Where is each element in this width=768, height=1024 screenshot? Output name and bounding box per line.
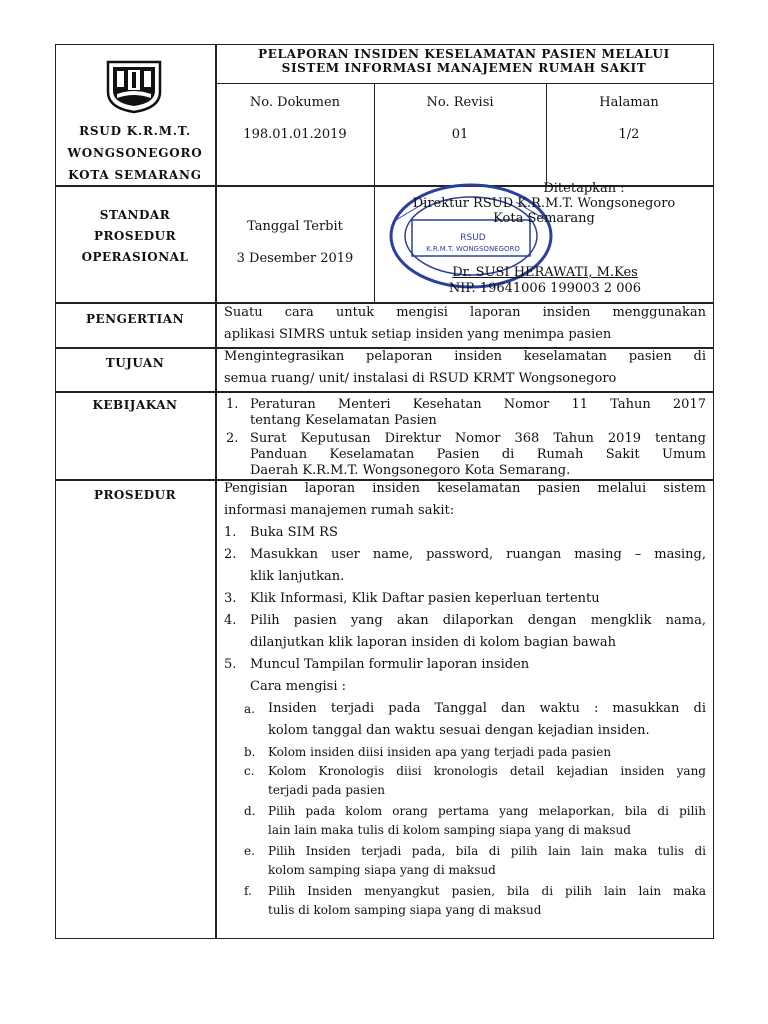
tujuan-text bbox=[224, 346, 706, 390]
divider bbox=[215, 83, 713, 84]
city-emblem-icon bbox=[102, 58, 166, 114]
hospital-name bbox=[56, 120, 214, 186]
list-text: Surat Keputusan Direktur Nomor 368 Tahun 2019 tentang bbox=[250, 431, 706, 446]
list-text: Muncul Tampilan formulir laporan insiden bbox=[250, 657, 530, 672]
approval-block bbox=[378, 181, 710, 226]
stamp-text bbox=[418, 233, 528, 255]
sub-list-text: kolom samping siapa yang di maksud bbox=[268, 863, 496, 877]
sub-list bbox=[224, 698, 706, 920]
list-item bbox=[224, 544, 706, 588]
sop-label-line3: OPERASIONAL bbox=[81, 250, 189, 264]
prosedur-label: PROSEDUR bbox=[93, 488, 177, 502]
sop-label-line2: PROSEDUR bbox=[93, 229, 177, 243]
sub-list-text: Kolom Kronologis diisi kronologis detail kejadian insiden yang bbox=[268, 764, 706, 778]
signatory bbox=[400, 265, 690, 297]
approval-line2: Direktur RSUD K.R.M.T. Wongsonegoro bbox=[412, 196, 676, 211]
sub-list-letter: c. bbox=[244, 764, 255, 778]
list-item bbox=[224, 654, 706, 676]
sub-list-text: Insiden terjadi pada Tanggal dan waktu : masukkan di bbox=[268, 701, 706, 716]
sop-label-line1: STANDAR bbox=[99, 208, 171, 222]
prosedur-body bbox=[224, 478, 706, 920]
document-title-line1: PELAPORAN INSIDEN KESELAMATAN PASIEN MELALUI bbox=[258, 47, 670, 61]
sub-list-letter: e. bbox=[244, 844, 255, 858]
sop-label bbox=[56, 205, 214, 268]
sub-list-text: Pilih pada kolom orang pertama yang melaporkan, bila di pilih bbox=[268, 804, 706, 818]
pengertian-text bbox=[224, 302, 706, 346]
stamp-text-line1: RSUD bbox=[460, 233, 486, 243]
list-number: 5. bbox=[224, 657, 237, 672]
list-number: 1. bbox=[224, 525, 237, 540]
list-number: 4. bbox=[224, 613, 237, 628]
issue-date-label: Tanggal Terbit bbox=[247, 219, 343, 234]
doc-number-cell bbox=[216, 92, 374, 146]
approval-line3: Kota Semarang bbox=[493, 211, 595, 226]
divider bbox=[374, 186, 375, 302]
sub-list-item bbox=[224, 742, 706, 762]
doc-number-label: No. Dokumen bbox=[249, 95, 341, 110]
list-item bbox=[226, 431, 706, 479]
sub-list-text: tulis di kolom samping siapa yang di maksud bbox=[268, 903, 542, 917]
list-text: klik lanjutkan. bbox=[250, 569, 345, 584]
list-text: Peraturan Menteri Kesehatan Nomor 11 Tahun 2017 bbox=[250, 397, 706, 412]
sub-list-text: terjadi pada pasien bbox=[268, 783, 386, 797]
list-text: Panduan Keselamatan Pasien di Rumah Sakit Umum bbox=[250, 447, 706, 462]
list-number: 2. bbox=[226, 431, 239, 446]
sub-list-item bbox=[224, 762, 706, 800]
pengertian-line1: Suatu cara untuk mengisi laporan insiden menggunakan bbox=[224, 305, 706, 320]
tujuan-line2: semua ruang/ unit/ instalasi di RSUD KRMT Wongsonegoro bbox=[224, 371, 617, 386]
list-text: Pilih pasien yang akan dilaporkan dengan mengklik nama, bbox=[250, 613, 706, 628]
doc-number-value: 198.01.01.2019 bbox=[243, 127, 347, 142]
hospital-name-line2: WONGSONEGORO bbox=[67, 146, 203, 160]
list-text: Masukkan user name, password, ruangan masing – masing, bbox=[250, 547, 706, 562]
sub-list-text: Kolom insiden diisi insiden apa yang terjadi pada pasien bbox=[268, 745, 612, 759]
list-item bbox=[224, 610, 706, 654]
list-text: dilanjutkan klik laporan insiden di kolom bagian bawah bbox=[250, 635, 617, 650]
sub-list-item bbox=[224, 802, 706, 840]
stamp-text-line2: K.R.M.T. WONGSONEGORO bbox=[426, 245, 520, 253]
divider bbox=[56, 391, 713, 393]
list-text: Daerah K.R.M.T. Wongsonegoro Kota Semarang. bbox=[250, 463, 571, 478]
divider bbox=[215, 45, 217, 938]
sub-list-letter: a. bbox=[244, 702, 255, 716]
prosedur-intro-line1: Pengisian laporan insiden keselamatan pasien melalui sistem bbox=[224, 481, 706, 496]
page-label: Halaman bbox=[599, 95, 659, 110]
sub-list-text: kolom tanggal dan waktu sesuai dengan kejadian insiden. bbox=[268, 723, 650, 738]
sub-list-letter: f. bbox=[244, 884, 252, 898]
sub-list-text: Pilih Insiden terjadi pada, bila di pilih lain lain maka tulis di bbox=[268, 844, 706, 858]
hospital-logo bbox=[102, 58, 166, 114]
page-value: 1/2 bbox=[618, 127, 640, 142]
issue-date-value: 3 Desember 2019 bbox=[236, 251, 354, 266]
sub-list-letter: d. bbox=[244, 804, 256, 818]
list-text: Buka SIM RS bbox=[250, 525, 338, 540]
tujuan-line1: Mengintegrasikan pelaporan insiden keselamatan pasien di bbox=[224, 349, 706, 364]
sub-list-item bbox=[224, 882, 706, 920]
pengertian-label: PENGERTIAN bbox=[85, 312, 185, 326]
list-text: Klik Informasi, Klik Daftar pasien keperluan tertentu bbox=[250, 591, 600, 606]
hospital-name-line3: KOTA SEMARANG bbox=[68, 168, 202, 182]
revision-cell bbox=[375, 92, 545, 146]
sub-list-letter: b. bbox=[244, 745, 256, 759]
sub-list-text: Pilih Insiden menyangkut pasien, bila di pilih lain lain maka bbox=[268, 884, 706, 898]
kebijakan-list bbox=[226, 397, 706, 479]
list-number: 3. bbox=[224, 591, 237, 606]
approval-line1: Ditetapkan : bbox=[543, 181, 625, 196]
hospital-name-line1: RSUD K.R.M.T. bbox=[79, 124, 191, 138]
signatory-name: Dr. SUSI HERAWATI, M.Kes bbox=[452, 265, 638, 280]
sub-list-item bbox=[224, 842, 706, 880]
list-item bbox=[224, 588, 706, 610]
list-item bbox=[224, 522, 706, 544]
list-item bbox=[226, 397, 706, 429]
kebijakan-label: KEBIJAKAN bbox=[92, 398, 178, 412]
list-number: 1. bbox=[226, 397, 239, 412]
prosedur-intro-line2: informasi manajemen rumah sakit: bbox=[224, 503, 455, 518]
document-title-line2: SISTEM INFORMASI MANAJEMEN RUMAH SAKIT bbox=[281, 61, 647, 75]
list-number: 2. bbox=[224, 547, 237, 562]
revision-value: 01 bbox=[451, 127, 469, 142]
sub-list-text: lain lain maka tulis di kolom samping siapa yang di maksud bbox=[268, 823, 631, 837]
issue-date-cell bbox=[216, 216, 374, 270]
signatory-nip: NIP. 19641006 199003 2 006 bbox=[448, 281, 642, 296]
tujuan-label: TUJUAN bbox=[105, 356, 165, 370]
document-title bbox=[216, 47, 712, 75]
cara-mengisi-label: Cara mengisi : bbox=[250, 679, 347, 694]
pengertian-line2: aplikasi SIMRS untuk setiap insiden yang menimpa pasien bbox=[224, 327, 612, 342]
sub-list-item bbox=[224, 698, 706, 742]
revision-label: No. Revisi bbox=[426, 95, 494, 110]
page-cell bbox=[546, 92, 712, 146]
list-text: tentang Keselamatan Pasien bbox=[250, 413, 437, 428]
